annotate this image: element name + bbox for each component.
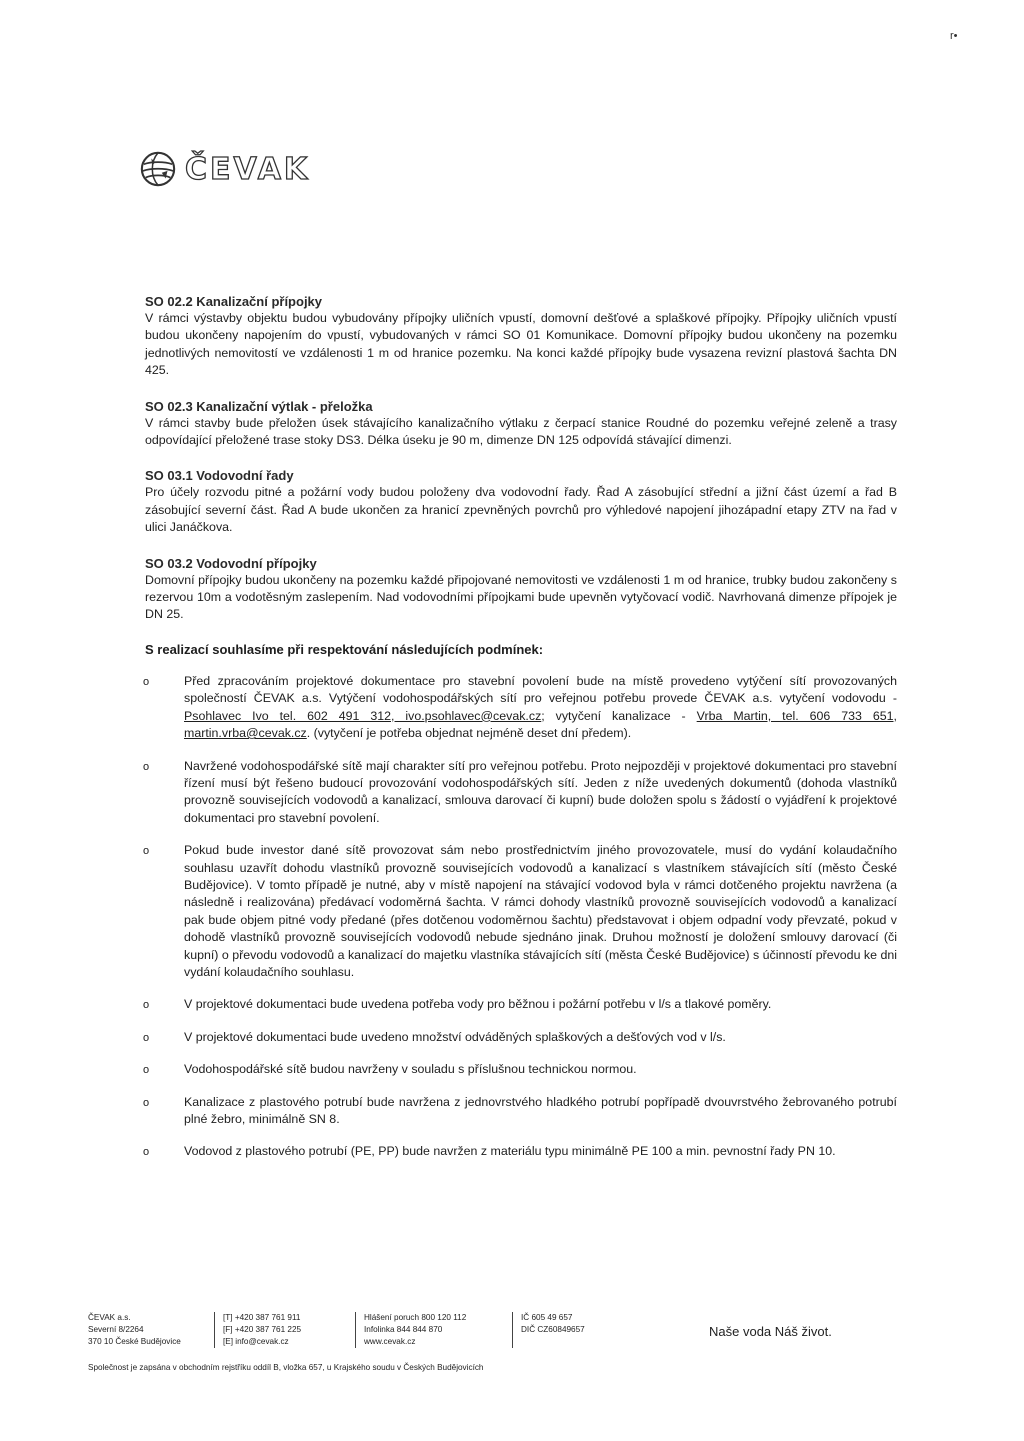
bullet-icon: o <box>143 1031 150 1044</box>
letterhead-footer <box>88 1312 958 1374</box>
bullet-icon: o <box>143 1096 150 1109</box>
street-address: Severní 8/2264 <box>88 1325 144 1334</box>
condition-item <box>145 1061 897 1078</box>
email[interactable]: [E] info@cevak.cz <box>223 1337 289 1346</box>
letter-body <box>145 293 897 1176</box>
section-so-02-3 <box>145 398 897 450</box>
condition-item <box>145 1143 897 1160</box>
condition-item <box>145 758 897 828</box>
condition-text: Navržené vodohospodářské sítě mají charakter sítí pro veřejnou potřebu. Proto nejpozději v projektové dokumentaci pro stavební řízení musí být řešeno budoucí provozování vodohospodářských sítí. Jeden z níže uvedených dokumentů (dohoda vlastníků provozně souvisejících vodovodů a kanalizací, smlouva darovací či kupní) bude doložen spolu s žádostí o vyjádření k projektové dokumentaci pro stavební povolení. <box>184 758 897 825</box>
condition-text: V projektové dokumentaci bude uvedena potřeba vody pro běžnou i požární potřebu v l/s a tlakové poměry. <box>184 997 772 1012</box>
condition-text: Před zpracováním projektové dokumentace pro stavební povolení bude na místě provedeno vytýčení sítí provozovaných společností ČEVAK a.s. Vytýčení vodohospodářských sítí pro veřejnou potřebu provede ČEVAK a.s. vytyčení vodovodu - <box>184 673 897 706</box>
slogan: Naše voda Náš život. <box>709 1324 832 1339</box>
logo-wordmark: ČEVAK <box>185 151 311 187</box>
condition-item <box>145 996 897 1013</box>
conditions-list <box>145 673 897 1161</box>
condition-text: V projektové dokumentaci bude uvedeno množství odváděných splaškových a dešťových vod v l/s. <box>184 1029 726 1044</box>
bullet-icon: o <box>143 999 150 1012</box>
corner-mark: r• <box>950 30 958 42</box>
footer-ids <box>521 1312 639 1336</box>
bullet-icon: o <box>143 845 150 858</box>
condition-text: Pokud bude investor dané sítě provozovat sám nebo prostřednictvím jiného provozovatele, musí do vydání kolaudačního souhlasu uzavřít dohodu vlastníků provozně souvisejících vodovodů a kanalizací s vlastníkem stávajících sítí (město České Budějovice). V tomto případě je nutné, aby v místě napojení na stávající vodovod byla v rámci dotčeného projektu navržena (a následně i realizována) předávací vodoměrná šachta. V rámci dohody vlastníků provozně souvisejících vodovodů a kanalizací pak bude objem pitné vody předané (přes dotčenou vodoměrnou šachtu) představovat i objem odpadní vody převzaté, pokud v dohodě vlastníků provozně souvisejících vodovodů nebude sjednáno jinak. Druhou možností je doložení smlouvy darovací (či kupní) o převodu vodovodů a kanalizací do majetku vlastníka stávajících sítí (města České Budějovice) s účinností převodu ke dni vydání kolaudačního souhlasu. <box>184 843 897 979</box>
condition-text: Kanalizace z plastového potrubí bude navržena z jednovrstvého hladkého potrubí popřípadě dvouvrstvého žebrovaného potrubí plné žebro, minimálně SN 8. <box>184 1094 897 1126</box>
conditions-intro: S realizací souhlasíme při respektování následujících podmínek: <box>145 641 544 657</box>
register-note: Společnost je zapsána v obchodním rejstříku oddíl B, vložka 657, u Krajského soudu v Českých Budějovicích <box>88 1363 484 1372</box>
bullet-icon: o <box>143 1146 150 1159</box>
company-name: ČEVAK a.s. <box>88 1313 131 1322</box>
footer-contacts <box>223 1312 356 1348</box>
bullet-icon: o <box>143 1064 150 1077</box>
section-so-02-2 <box>145 293 897 380</box>
phone: [T] +420 387 761 911 <box>223 1313 301 1322</box>
condition-text: ; vytyčení kanalizace - <box>541 708 697 723</box>
condition-text: . (vytyčení je potřeba objednat nejméně deset dní předem). <box>306 726 632 741</box>
info-line: Infolinka 844 844 870 <box>364 1325 443 1334</box>
section-heading: SO 02.2 Kanalizační přípojky <box>145 294 323 309</box>
section-so-03-1 <box>145 467 897 536</box>
globe-emblem-icon <box>139 150 177 188</box>
condition-item <box>145 842 897 981</box>
condition-item <box>145 1094 897 1129</box>
section-text: Pro účely rozvodu pitné a požární vody budou položeny dva vodovodní řady. Řad A zásobující střední a jižní část území a řad B zásobující severní část. Řad A bude ukončen za hranicí zpevněných povrchů pro výhledové napojení jihozápadní etapy ZTV na řad v ulici Janáčkova. <box>145 485 897 535</box>
bullet-icon: o <box>143 760 150 773</box>
company-id: IČ 605 49 657 <box>521 1313 573 1322</box>
footer-address <box>88 1312 215 1348</box>
section-text: V rámci stavby bude přeložen úsek stávajícího kanalizačního výtlaku z čerpací stanice Roudné do pozemku veřejné zeleně a trasy odpovídající přeložené trase stoky DS3. Délka úseku je 90 m, dimenze DN 125 odpovídá stávající dimenzi. <box>145 415 897 448</box>
condition-text: Vodohospodářské sítě budou navrženy v souladu s příslušnou technickou normou. <box>184 1062 637 1077</box>
section-text: Domovní přípojky budou ukončeny na pozemku každé připojované nemovitosti ve vzdálenosti 1 m od hranice, trubky budou zakončeny s rezervou 10m a vodotěsným zaslepením. Nad vodovodními přípojkami bude upevněn vytyčovací vodič. Navrhovaná dimenze přípojek je DN 25. <box>145 572 897 622</box>
condition-item <box>145 673 897 743</box>
section-heading: SO 02.3 Kanalizační výtlak - přeložka <box>145 398 373 414</box>
contact-link-water[interactable]: Psohlavec Ivo tel. 602 491 312, ivo.psohlavec@cevak.cz <box>184 708 542 723</box>
section-text: V rámci výstavby objektu budou vybudovány přípojky uličních vpustí, domovní dešťové a splaškové přípojky. Přípojky uličních vpustí budou ukončeny napojením do vpustí, vybudovaných v rámci SO 01 Komunikace. Domovní přípojky budou ukončeny na pozemku jednotlivých nemovitostí ve vzdálenosti 1 m od hranice pozemku. Na konci každé přípojky bude vysazena revizní plastová šachta DN 425. <box>145 311 897 378</box>
cevak-logo <box>139 150 310 188</box>
bullet-icon: o <box>143 675 150 688</box>
condition-item <box>145 1029 897 1046</box>
vat-id: DIČ CZ60849657 <box>521 1325 585 1334</box>
contact-link-sewer[interactable]: Vrba Martin, tel. 606 733 651, martin.vrba@cevak.cz <box>184 708 897 741</box>
fault-hotline: Hlášení poruch 800 120 112 <box>364 1313 467 1322</box>
condition-text: Vodovod z plastového potrubí (PE, PP) bude navržen z materiálu typu minimálně PE 100 a min. pevnostní řady PN 10. <box>184 1144 836 1159</box>
website[interactable]: www.cevak.cz <box>364 1337 416 1346</box>
section-heading: SO 03.2 Vodovodní přípojky <box>145 555 317 571</box>
section-so-03-2 <box>145 555 897 624</box>
city-address: 370 10 České Budějovice <box>88 1337 181 1346</box>
fax: [F] +420 387 761 225 <box>223 1325 302 1334</box>
section-heading: SO 03.1 Vodovodní řady <box>145 468 294 484</box>
footer-hotlines <box>364 1312 513 1348</box>
